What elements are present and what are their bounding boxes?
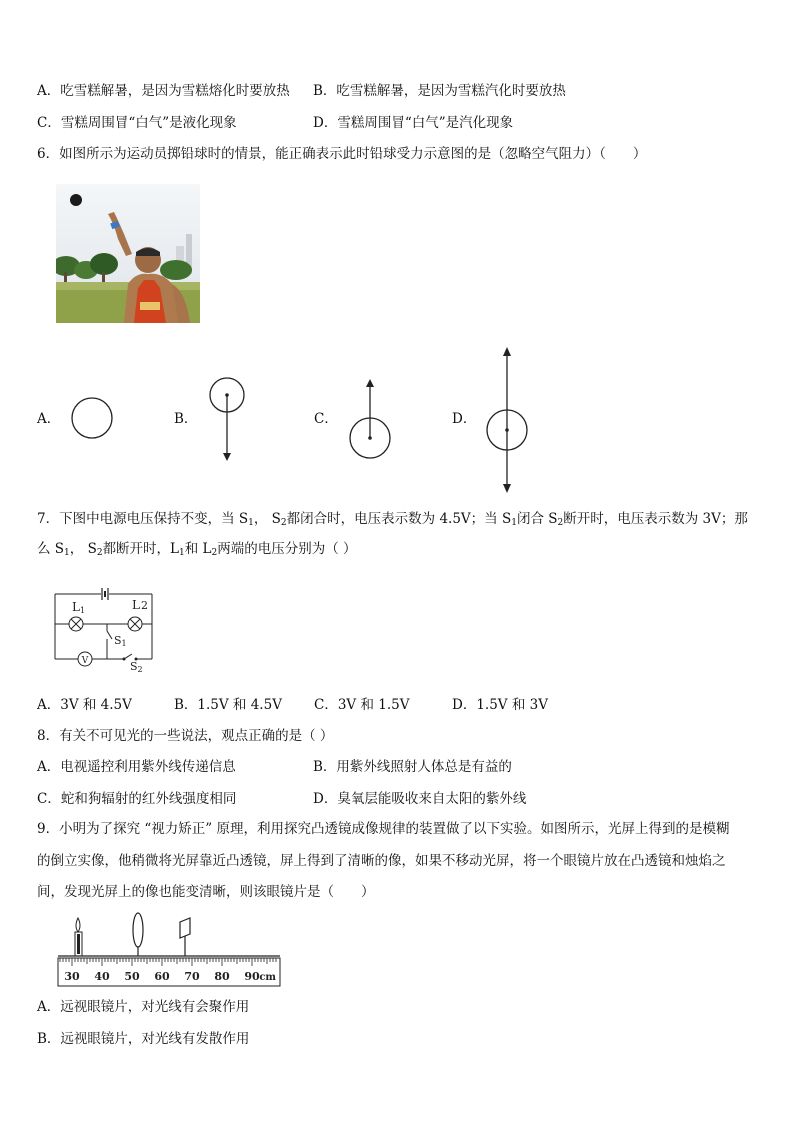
q8-option-d: D．臭氧层能吸收来自太阳的紫外线 [313,791,527,807]
l1-label [72,600,85,615]
q5-option-c: C．雪糕周围冒“白气”是液化现象 [37,115,237,131]
s1-letter: S [114,634,122,647]
q7-option-d: D．1.5V 和 3V [452,697,548,713]
l2-subscript: 2 [140,599,148,612]
l2-label [132,598,148,612]
q7-stem-text: 都断开时，L [102,541,180,557]
subscript: 2 [280,518,287,528]
s2-subscript: 2 [137,665,143,674]
q7-option-b: B．1.5V 和 4.5V [174,697,282,713]
ball-circle [72,398,112,438]
arrowhead-down-icon [223,453,231,461]
lamp-l2-icon [128,617,142,631]
q7-stem-text: 和 L [184,541,212,557]
subscript: 2 [211,548,218,558]
subscript: 1 [248,518,254,528]
arrowhead-down-icon [503,484,511,493]
q6-option-a-diagram [66,395,118,441]
l1-subscript: 1 [79,606,86,615]
q6-option-c-diagram [344,375,396,465]
ruler-unit-label: cm [259,972,276,983]
ruler [58,958,280,986]
q8-options-row-2 [37,790,757,808]
subscript: 2 [557,518,564,528]
lamp-l1-icon [69,617,83,631]
shot-put-athlete-image [56,184,200,323]
s1-label [114,634,127,648]
q7-stem-text: 都闭合时，电压表示数为 4.5V；当 S [286,511,512,527]
q9-option-a: A．远视眼镜片，对光线有会聚作用 [37,999,250,1015]
q8-options-row-1 [37,758,757,776]
q8-option-a: A．电视遥控利用紫外线传递信息 [37,759,236,775]
light-screen-icon [180,918,190,956]
q9-optical-bench-diagram [54,908,286,990]
q7-stem-line-2 [37,540,357,562]
q7-stem-text: ， S [253,511,281,527]
q8-option-b: B．用紫外线照射人体总是有益的 [313,759,512,775]
l2-letter: L [132,598,140,612]
q6-option-b-label: B． [174,411,198,427]
q7-stem-text: 闭合 S [516,511,558,527]
q8-option-c: C．蛇和狗辐射的红外线强度相同 [37,791,237,807]
q8-stem: 8．有关不可见光的一些说法，观点正确的是（ ） [37,728,334,744]
q9-stem-line-1: 9．小明为了探究 “视力矫正” 原理，利用探究凸透镜成像规律的装置做了以下实验。如图所示，光屏上得到的是模糊 [37,821,730,837]
ruler-label-60: 60 [154,970,170,983]
q7-stem-text: ， S [69,541,97,557]
q7-options-row [37,696,757,714]
q7-stem-text: 断开时，电压表示数为 3V；那 [563,511,748,527]
ruler-label-40: 40 [94,970,110,983]
q9-option-b: B．远视眼镜片，对光线有发散作用 [37,1031,250,1047]
q5-option-a: A．吃雪糕解暑，是因为雪糕熔化时要放热 [37,83,290,99]
ruler-label-50: 50 [124,970,140,983]
voltmeter-icon [78,652,92,666]
q6-option-d-label: D． [452,411,477,427]
q7-option-c: C．3V 和 1.5V [314,697,410,713]
q6-option-d-diagram [484,343,532,497]
subscript: 2 [96,548,103,558]
s1-subscript: 1 [121,639,127,648]
q6-option-b-diagram [204,375,252,465]
convex-lens-icon [133,913,143,956]
q6-option-a-label: A． [37,411,61,427]
q9-stem-line-3: 间，发现光屏上的像也能变清晰，则该眼镜片是（ ） [37,884,375,900]
q5-options-row-1 [37,82,757,100]
l1-letter: L [72,600,80,614]
voltmeter-label: V [81,656,89,666]
q7-stem-line-1 [37,510,748,532]
q7-option-a: A．3V 和 4.5V [37,697,132,713]
q6-option-c-label: C． [314,411,338,427]
q9-stem-line-2: 的倒立实像，他稍微将光屏靠近凸透镜，屏上得到了清晰的像，如果不移动光屏，将一个眼镜片放在凸透镜和烛焰之 [37,853,726,869]
battery-icon [102,588,108,600]
q6-stem: 6．如图所示为运动员掷铅球时的情景，能正确表示此时铅球受力示意图的是（忽略空气阻力）（ ） [37,146,647,162]
q7-stem-text: 7．下图中电源电压保持不变，当 S [37,511,249,527]
ball-center-dot [505,428,509,432]
s2-label [130,660,143,674]
q5-option-b: B．吃雪糕解暑，是因为雪糕汽化时要放热 [313,83,566,99]
candle-icon [75,918,82,956]
q5-option-d: D．雪糕周围冒“白气”是汽化现象 [313,115,514,131]
ruler-label-70: 70 [184,970,200,983]
ball-center-dot [368,436,372,440]
ruler-label-80: 80 [214,970,230,983]
q7-stem-text: 么 S [37,541,65,557]
shot-put-photo [56,184,200,323]
ruler-label-90: 90 [244,970,260,983]
q7-circuit-diagram [52,584,162,674]
subscript: 1 [511,518,517,528]
subscript: 1 [64,548,70,558]
s2-letter: S [130,660,138,673]
q7-stem-text: 两端的电压分别为（ ） [217,541,357,557]
ruler-label-30: 30 [64,970,80,983]
subscript: 1 [179,548,185,558]
q5-options-row-2 [37,114,757,132]
